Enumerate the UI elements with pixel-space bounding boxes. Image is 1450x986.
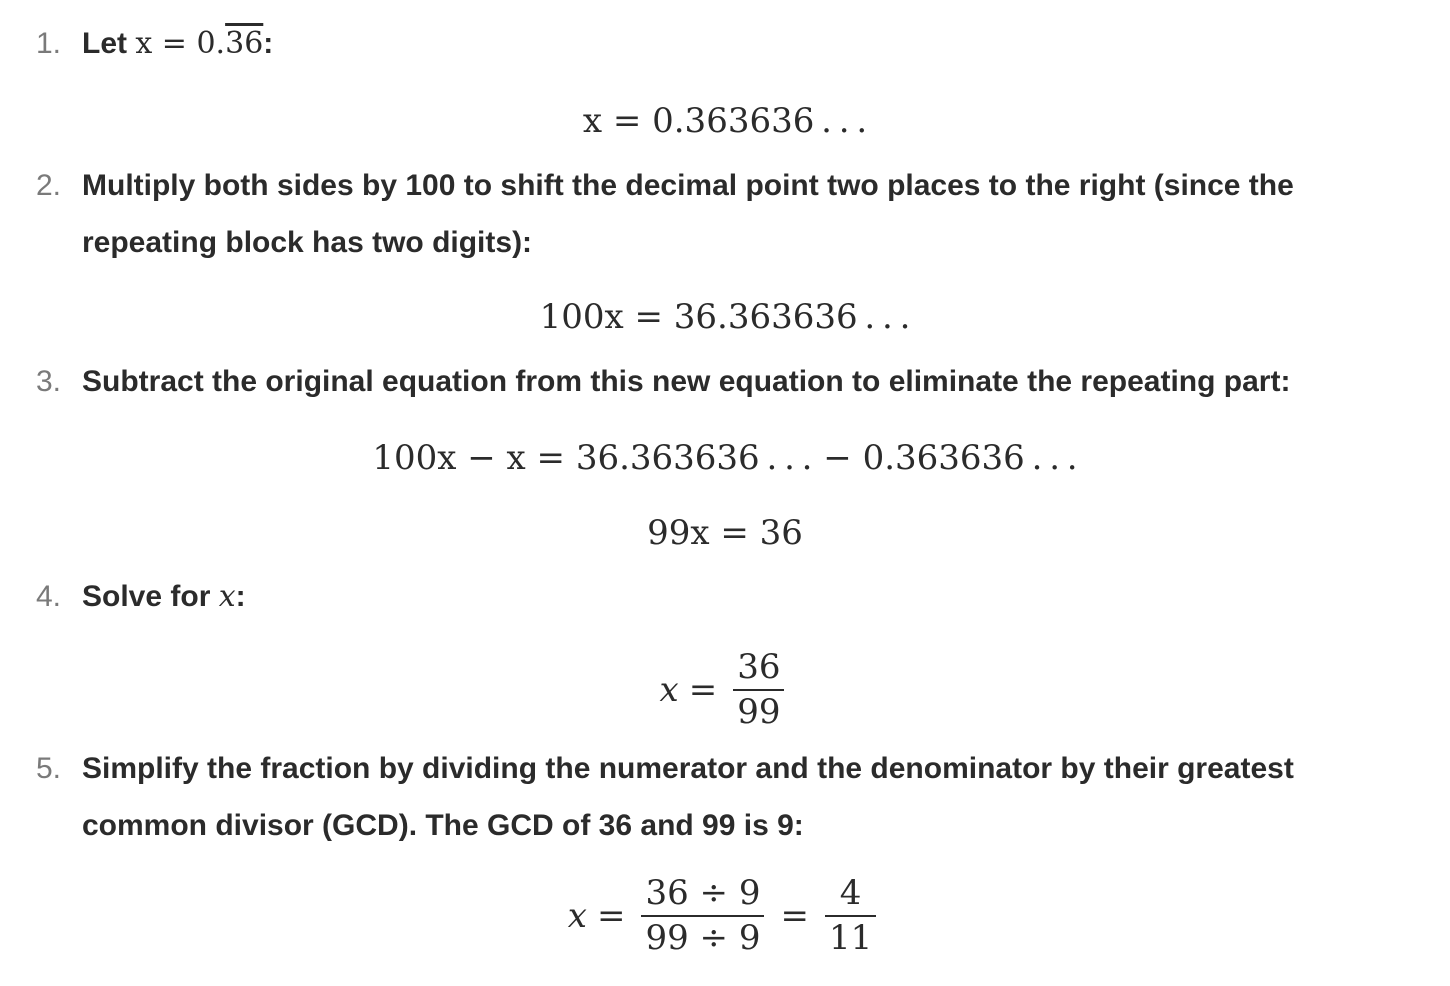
- step-number: 1.: [36, 27, 62, 60]
- step-text: [82, 15, 1412, 72]
- equation-lhs: x: [567, 895, 587, 936]
- fraction-numerator: 36: [737, 647, 781, 687]
- step-text-prefix: Solve for: [82, 580, 219, 613]
- fraction-numerator: 4: [839, 873, 862, 913]
- fraction-denominator: 99: [737, 691, 781, 732]
- equation: [0, 872, 1450, 959]
- equation: 99x = 36: [647, 513, 803, 553]
- step-text: [82, 740, 1412, 854]
- step-text-line: Multiply both sides by 100 to shift the decimal point two places to the right (since the: [82, 169, 1294, 202]
- step-text-line: repeating block has two digits):: [82, 226, 533, 259]
- step-number: 2.: [36, 169, 62, 202]
- fraction: [733, 646, 784, 733]
- equation-lhs: x: [659, 669, 679, 710]
- step-number: 3.: [36, 365, 62, 398]
- inline-math: x: [218, 579, 236, 614]
- step-text: [82, 157, 1412, 271]
- repeating-digits: 36: [225, 26, 264, 61]
- step-text: [82, 568, 1412, 625]
- step-text-prefix: Let: [82, 27, 136, 60]
- equation: 100x = 36.363636 . . .: [539, 297, 911, 337]
- step-text-line: Simplify the fraction by dividing the numerator and the denominator by their greatest: [82, 752, 1294, 785]
- equals-sign: =: [596, 895, 626, 936]
- fraction-numerator: 36 ÷ 9: [645, 873, 761, 913]
- step-text-suffix: :: [235, 580, 246, 613]
- equals-sign: =: [780, 895, 809, 936]
- inline-math: [135, 26, 263, 61]
- step-number: 5.: [36, 752, 62, 785]
- step-text-line: common divisor (GCD). The GCD of 36 and 99 is 9:: [82, 809, 804, 842]
- step-text-suffix: :: [263, 27, 274, 60]
- equation: x = 0.363636 . . .: [582, 101, 868, 141]
- equation: [0, 646, 1450, 733]
- fraction: [641, 872, 764, 959]
- step-text: Subtract the original equation from this new equation to eliminate the repeating part:: [82, 365, 1291, 398]
- step-number: 4.: [36, 580, 62, 613]
- equals-sign: =: [688, 669, 718, 710]
- inline-math-main: x = 0.: [135, 26, 226, 61]
- fraction: [825, 872, 876, 959]
- equation: 100x − x = 36.363636 . . . − 0.363636 . . .: [372, 438, 1078, 478]
- fraction-denominator: 11: [828, 917, 873, 958]
- fraction-denominator: 99 ÷ 9: [645, 917, 761, 958]
